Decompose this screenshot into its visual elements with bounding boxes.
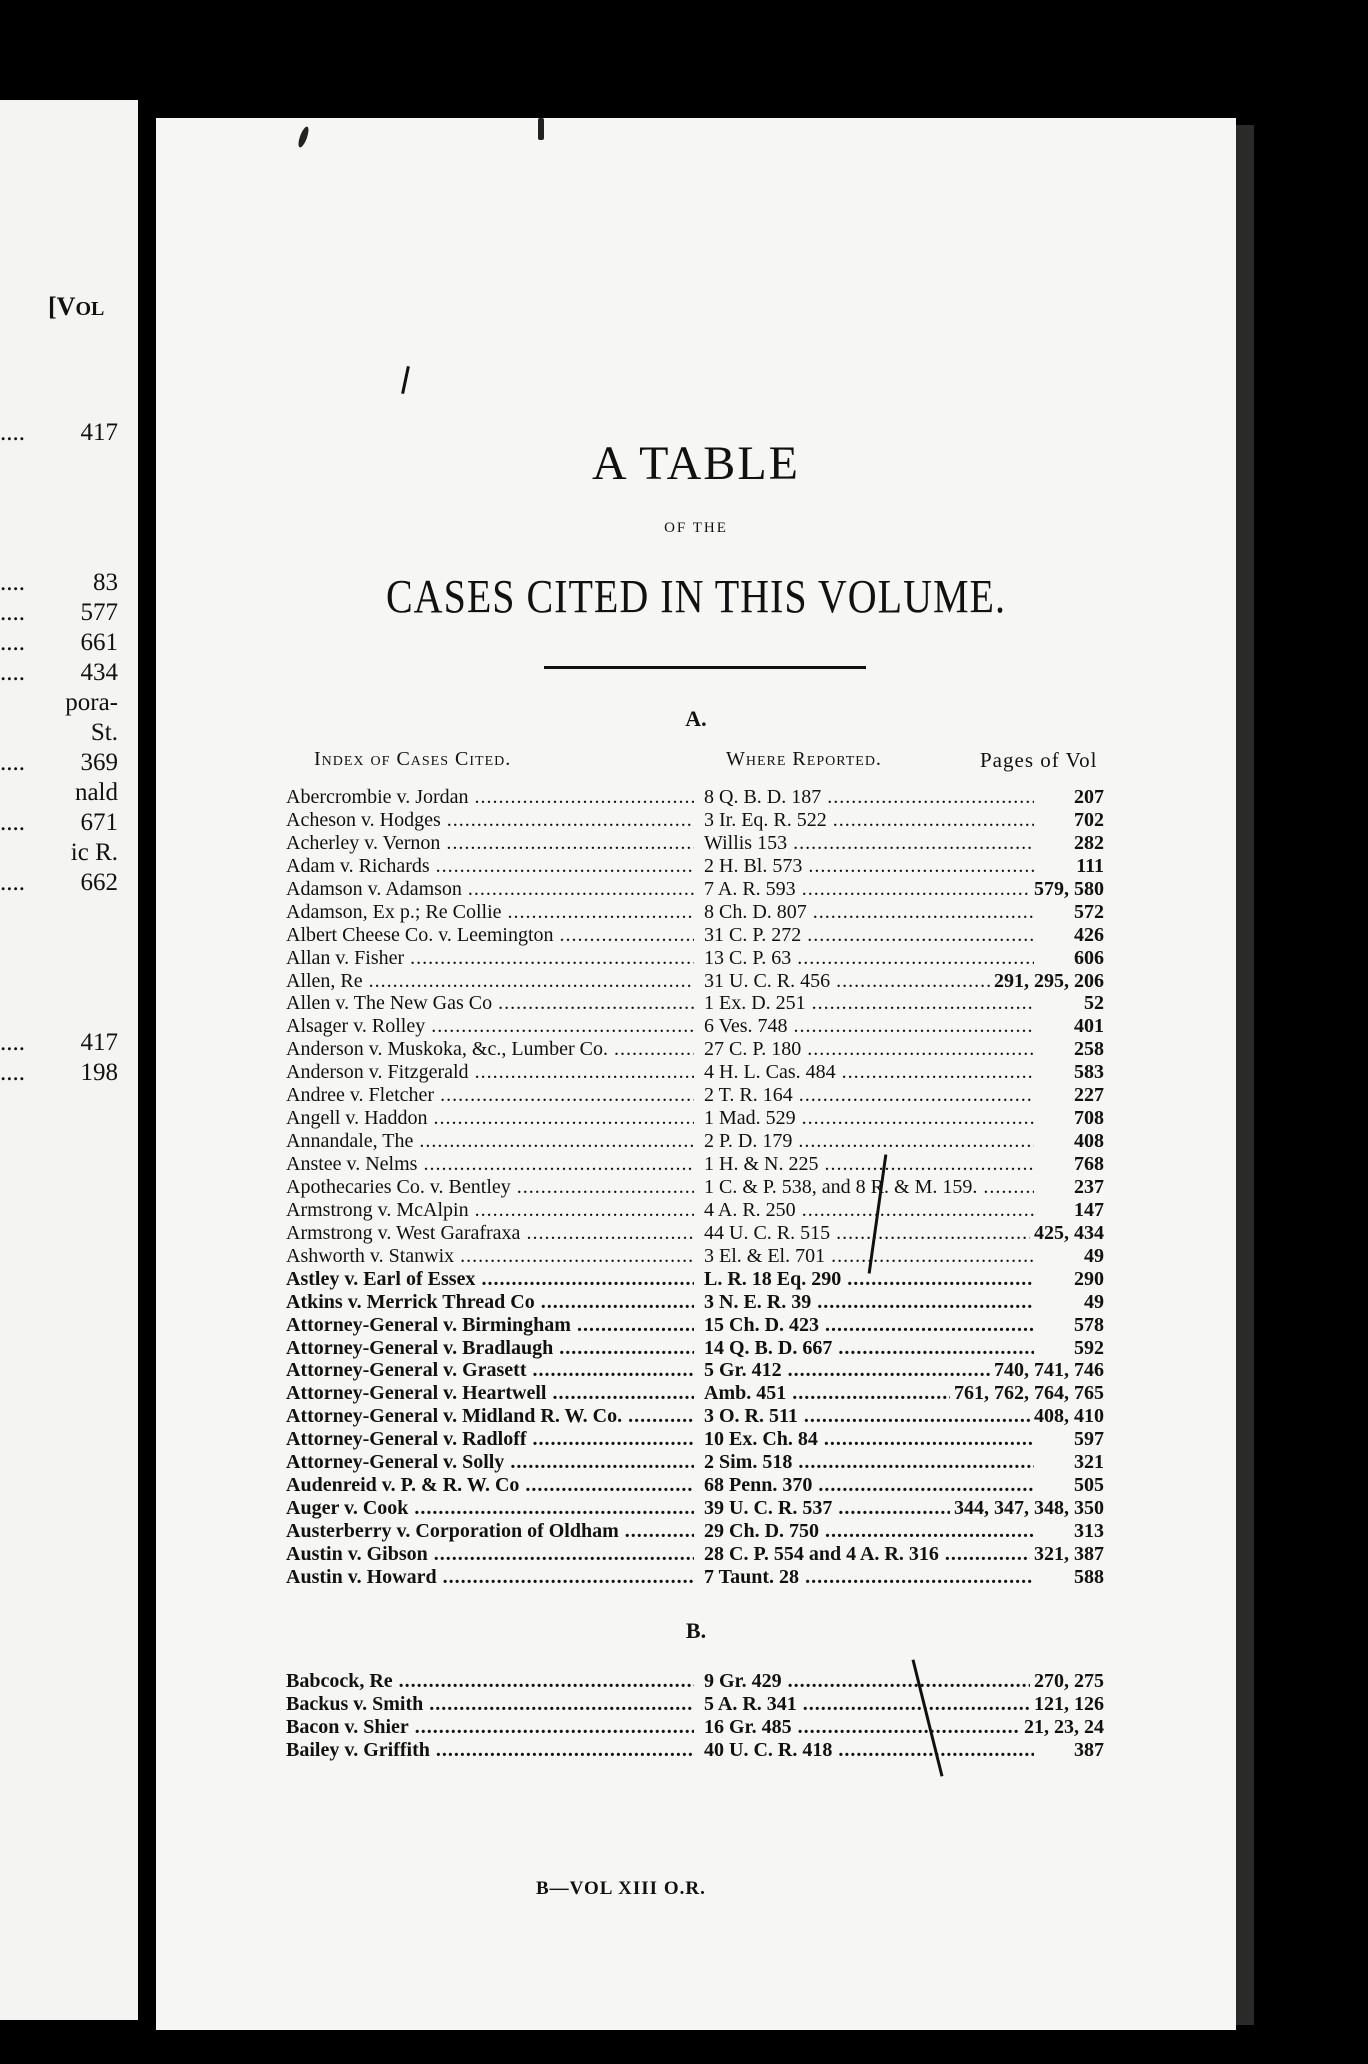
where-reported: 4 H. L. Cas. 484 ..... bbox=[704, 1061, 1034, 1084]
page-numbers: 702 bbox=[1070, 809, 1104, 832]
left-page-line bbox=[0, 748, 118, 778]
table-row bbox=[286, 855, 1104, 878]
left-page-line-text: .... bbox=[0, 749, 25, 776]
page-numbers: 597 bbox=[1070, 1428, 1104, 1451]
left-page-line bbox=[0, 658, 118, 688]
page-edge-shadow bbox=[1236, 125, 1254, 2025]
table-row bbox=[286, 1107, 1104, 1130]
table-row bbox=[286, 1474, 1104, 1497]
left-page-line-number: 671 bbox=[80, 809, 118, 836]
title-rule bbox=[544, 666, 866, 669]
left-page-line bbox=[0, 808, 118, 838]
left-page-line-text: .... bbox=[0, 809, 25, 836]
case-name: Adamson, Ex p.; Re Collie ..... bbox=[286, 901, 694, 924]
left-page-line-text: .... bbox=[0, 599, 25, 626]
case-name: Armstrong v. West Garafraxa ..... bbox=[286, 1222, 694, 1245]
case-name: Adam v. Richards ..... bbox=[286, 855, 694, 878]
where-reported: 2 H. Bl. 573 ..... bbox=[704, 855, 1034, 878]
page bbox=[156, 118, 1236, 2030]
left-page-line-text: .... bbox=[0, 659, 25, 686]
where-reported: 40 U. C. R. 418 ..... bbox=[704, 1739, 1034, 1762]
where-reported: 3 N. E. R. 39 ..... bbox=[704, 1291, 1034, 1314]
page-numbers: 147 bbox=[1070, 1199, 1104, 1222]
pen-mark bbox=[401, 366, 410, 394]
table-row bbox=[286, 970, 1104, 993]
left-page-line bbox=[0, 1058, 118, 1088]
column-header-where bbox=[726, 748, 882, 771]
left-page-line bbox=[0, 868, 118, 898]
case-name: Attorney-General v. Birmingham ..... bbox=[286, 1314, 694, 1337]
page-numbers: 237 bbox=[1070, 1176, 1104, 1199]
page-numbers: 321, 387 bbox=[1030, 1543, 1104, 1566]
table-row bbox=[286, 1291, 1104, 1314]
page-numbers: 290 bbox=[1070, 1268, 1104, 1291]
where-reported: 3 Ir. Eq. R. 522 ..... bbox=[704, 809, 1034, 832]
where-reported: 9 Gr. 429 ..... bbox=[704, 1670, 1034, 1693]
page-numbers: 505 bbox=[1070, 1474, 1104, 1497]
case-name: Attorney-General v. Heartwell ..... bbox=[286, 1382, 694, 1405]
column-header-pages: Pages of Vol bbox=[980, 748, 1098, 772]
where-reported: 3 O. R. 511 ..... bbox=[704, 1405, 1034, 1428]
table-row bbox=[286, 1543, 1104, 1566]
page-numbers: 606 bbox=[1070, 947, 1104, 970]
left-page-line-text: .... bbox=[0, 629, 25, 656]
left-page-line-text: .... bbox=[0, 1029, 25, 1056]
where-reported: 1 Ex. D. 251 ..... bbox=[704, 992, 1034, 1015]
where-reported: 4 A. R. 250 ..... bbox=[704, 1199, 1034, 1222]
page-numbers: 708 bbox=[1070, 1107, 1104, 1130]
page-numbers: 282 bbox=[1070, 832, 1104, 855]
where-reported: 8 Q. B. D. 187 ..... bbox=[704, 786, 1034, 809]
page-numbers: 740, 741, 746 bbox=[990, 1359, 1104, 1382]
page-numbers: 579, 580 bbox=[1030, 878, 1104, 901]
case-name: Attorney-General v. Bradlaugh ..... bbox=[286, 1337, 694, 1360]
page-numbers: 227 bbox=[1070, 1084, 1104, 1107]
table-row bbox=[286, 947, 1104, 970]
where-reported: 8 Ch. D. 807 ..... bbox=[704, 901, 1034, 924]
title-main: A TABLE bbox=[592, 437, 800, 490]
page-numbers: 49 bbox=[1080, 1245, 1104, 1268]
table-row bbox=[286, 1268, 1104, 1291]
page-numbers: 21, 23, 24 bbox=[1020, 1716, 1104, 1739]
left-page-line-number: 83 bbox=[93, 569, 118, 596]
where-reported: 16 Gr. 485 ..... bbox=[704, 1716, 1034, 1739]
table-row bbox=[286, 1359, 1104, 1382]
table-row bbox=[286, 1739, 1104, 1762]
table-row bbox=[286, 878, 1104, 901]
where-reported: 68 Penn. 370 ..... bbox=[704, 1474, 1034, 1497]
where-reported: 31 U. C. R. 456 ..... bbox=[704, 970, 1034, 993]
ink-speck bbox=[538, 118, 544, 140]
case-name: Attorney-General v. Radloff ..... bbox=[286, 1428, 694, 1451]
where-reported: 29 Ch. D. 750 ..... bbox=[704, 1520, 1034, 1543]
table-row bbox=[286, 832, 1104, 855]
where-reported: 13 C. P. 63 ..... bbox=[704, 947, 1034, 970]
left-page-vol-label: [VOL bbox=[48, 292, 105, 321]
case-name: Backus v. Smith ..... bbox=[286, 1693, 694, 1716]
case-name: Allen, Re ..... bbox=[286, 970, 694, 993]
case-name: Audenreid v. P. & R. W. Co ..... bbox=[286, 1474, 694, 1497]
case-name: Austerberry v. Corporation of Oldham ..... bbox=[286, 1520, 694, 1543]
page-numbers: 572 bbox=[1070, 901, 1104, 924]
case-name: Auger v. Cook ..... bbox=[286, 1497, 694, 1520]
where-reported: 44 U. C. R. 515 ..... bbox=[704, 1222, 1034, 1245]
case-name: Anstee v. Nelms ..... bbox=[286, 1153, 694, 1176]
left-page-line-text: nald bbox=[74, 779, 118, 806]
ink-speck bbox=[296, 125, 310, 148]
section-b-entries bbox=[286, 1670, 1104, 1762]
page-numbers: 49 bbox=[1080, 1291, 1104, 1314]
table-row bbox=[286, 1337, 1104, 1360]
page-numbers: 426 bbox=[1070, 924, 1104, 947]
case-name: Bailey v. Griffith ..... bbox=[286, 1739, 694, 1762]
case-name: Attorney-General v. Grasett ..... bbox=[286, 1359, 694, 1382]
where-reported: 2 Sim. 518 ..... bbox=[704, 1451, 1034, 1474]
table-row bbox=[286, 1314, 1104, 1337]
case-name: Astley v. Earl of Essex ..... bbox=[286, 1268, 694, 1291]
table-row bbox=[286, 1497, 1104, 1520]
column-header-where-text: Where Reported. bbox=[726, 748, 882, 770]
left-page-fragment bbox=[0, 100, 138, 2020]
page-numbers: 387 bbox=[1070, 1739, 1104, 1762]
case-name: Armstrong v. McAlpin ..... bbox=[286, 1199, 694, 1222]
page-numbers: 52 bbox=[1080, 992, 1104, 1015]
where-reported: 28 C. P. 554 and 4 A. R. 316 ..... bbox=[704, 1543, 1034, 1566]
table-row bbox=[286, 901, 1104, 924]
case-name: Annandale, The ..... bbox=[286, 1130, 694, 1153]
case-name: Ashworth v. Stanwix ..... bbox=[286, 1245, 694, 1268]
left-page-line-text: .... bbox=[0, 869, 25, 896]
case-name: Austin v. Howard ..... bbox=[286, 1566, 694, 1589]
table-row bbox=[286, 1245, 1104, 1268]
case-name: Atkins v. Merrick Thread Co ..... bbox=[286, 1291, 694, 1314]
case-name: Babcock, Re ..... bbox=[286, 1670, 694, 1693]
case-name: Allan v. Fisher ..... bbox=[286, 947, 694, 970]
where-reported: 7 A. R. 593 ..... bbox=[704, 878, 1034, 901]
left-page-line bbox=[0, 418, 118, 448]
table-row bbox=[286, 1015, 1104, 1038]
left-page-line-number: 577 bbox=[80, 599, 118, 626]
page-numbers: 768 bbox=[1070, 1153, 1104, 1176]
page-numbers: 592 bbox=[1070, 1337, 1104, 1360]
left-page-line bbox=[0, 688, 118, 718]
left-page-line bbox=[0, 778, 118, 808]
left-page-line-number: 434 bbox=[80, 659, 118, 686]
page-numbers: 408, 410 bbox=[1030, 1405, 1104, 1428]
where-reported: 15 Ch. D. 423 ..... bbox=[704, 1314, 1034, 1337]
where-reported: Willis 153 ..... bbox=[704, 832, 1034, 855]
column-header-index-text: Index of Cases Cited. bbox=[314, 748, 512, 770]
where-reported: 27 C. P. 180 ..... bbox=[704, 1038, 1034, 1061]
left-page-line-text: .... bbox=[0, 1059, 25, 1086]
where-reported: Amb. 451 ..... bbox=[704, 1382, 1034, 1405]
where-reported: 10 Ex. Ch. 84 ..... bbox=[704, 1428, 1034, 1451]
where-reported: 1 Mad. 529 ..... bbox=[704, 1107, 1034, 1130]
left-page-line-number: 198 bbox=[80, 1059, 118, 1086]
left-page-line bbox=[0, 718, 118, 748]
where-reported: 1 C. & P. 538, and 8 R. & M. 159. ..... bbox=[704, 1176, 1034, 1199]
page-numbers: 258 bbox=[1070, 1038, 1104, 1061]
case-name: Andree v. Fletcher ..... bbox=[286, 1084, 694, 1107]
left-page-line bbox=[0, 838, 118, 868]
section-letter-a: A. bbox=[685, 706, 707, 731]
title-cases-cited: CASES CITED IN THIS VOLUME. bbox=[386, 569, 1006, 624]
page-numbers: 344, 347, 348, 350 bbox=[950, 1497, 1104, 1520]
title-of-the: OF THE bbox=[664, 520, 728, 536]
where-reported: 39 U. C. R. 537 ..... bbox=[704, 1497, 1034, 1520]
page-numbers: 313 bbox=[1070, 1520, 1104, 1543]
where-reported: 1 H. & N. 225 ..... bbox=[704, 1153, 1034, 1176]
page-numbers: 207 bbox=[1070, 786, 1104, 809]
where-reported: 14 Q. B. D. 667 ..... bbox=[704, 1337, 1034, 1360]
table-row bbox=[286, 1199, 1104, 1222]
page-numbers: 111 bbox=[1072, 855, 1104, 878]
where-reported: 5 Gr. 412 ..... bbox=[704, 1359, 1034, 1382]
table-row bbox=[286, 1405, 1104, 1428]
left-page-line-text: .... bbox=[0, 569, 25, 596]
left-page-line-text: .... bbox=[0, 419, 25, 446]
page-numbers: 321 bbox=[1070, 1451, 1104, 1474]
section-letter-b: B. bbox=[685, 1618, 707, 1643]
where-reported: 5 A. R. 341 ..... bbox=[704, 1693, 1034, 1716]
table-row bbox=[286, 1084, 1104, 1107]
case-name: Acherley v. Vernon ..... bbox=[286, 832, 694, 855]
where-reported: 6 Ves. 748 ..... bbox=[704, 1015, 1034, 1038]
left-page-line-text: St. bbox=[90, 719, 118, 746]
page-numbers: 583 bbox=[1070, 1061, 1104, 1084]
case-name: Acheson v. Hodges ..... bbox=[286, 809, 694, 832]
where-reported: 2 T. R. 164 ..... bbox=[704, 1084, 1034, 1107]
case-name: Bacon v. Shier ..... bbox=[286, 1716, 694, 1739]
page-numbers: 578 bbox=[1070, 1314, 1104, 1337]
left-page-line-number: 417 bbox=[80, 419, 118, 446]
table-row bbox=[286, 1693, 1104, 1716]
case-name: Adamson v. Adamson ..... bbox=[286, 878, 694, 901]
left-page-line bbox=[0, 568, 118, 598]
page-numbers: 761, 762, 764, 765 bbox=[950, 1382, 1104, 1405]
case-name: Attorney-General v. Midland R. W. Co. ..... bbox=[286, 1405, 694, 1428]
table-row bbox=[286, 1428, 1104, 1451]
page-numbers: 401 bbox=[1070, 1015, 1104, 1038]
where-reported: 3 El. & El. 701 ..... bbox=[704, 1245, 1034, 1268]
section-a-entries bbox=[286, 786, 1104, 1589]
case-name: Anderson v. Muskoka, &c., Lumber Co. ..... bbox=[286, 1038, 694, 1061]
page-numbers: 291, 295, 206 bbox=[990, 970, 1104, 993]
left-page-line-text: ic R. bbox=[70, 839, 118, 866]
table-row bbox=[286, 924, 1104, 947]
table-row bbox=[286, 809, 1104, 832]
column-header-index bbox=[314, 748, 511, 771]
table-row bbox=[286, 1130, 1104, 1153]
left-page-line-text: pora- bbox=[65, 689, 118, 716]
case-name: Angell v. Haddon ..... bbox=[286, 1107, 694, 1130]
table-row bbox=[286, 1520, 1104, 1543]
left-page-line-number: 662 bbox=[80, 869, 118, 896]
table-row bbox=[286, 1153, 1104, 1176]
table-row bbox=[286, 786, 1104, 809]
case-name: Alsager v. Rolley ..... bbox=[286, 1015, 694, 1038]
signature-mark: B—VOL XIII O.R. bbox=[536, 1878, 706, 1899]
table-row bbox=[286, 1382, 1104, 1405]
case-name: Anderson v. Fitzgerald ..... bbox=[286, 1061, 694, 1084]
page-numbers: 121, 126 bbox=[1030, 1693, 1104, 1716]
table-row bbox=[286, 1176, 1104, 1199]
page-numbers: 408 bbox=[1070, 1130, 1104, 1153]
table-row bbox=[286, 1670, 1104, 1693]
left-page-line-number: 417 bbox=[80, 1029, 118, 1056]
where-reported: 2 P. D. 179 ..... bbox=[704, 1130, 1034, 1153]
table-row bbox=[286, 1038, 1104, 1061]
case-name: Abercrombie v. Jordan ..... bbox=[286, 786, 694, 809]
left-page-line bbox=[0, 1028, 118, 1058]
table-row bbox=[286, 992, 1104, 1015]
table-row bbox=[286, 1222, 1104, 1245]
case-name: Attorney-General v. Solly ..... bbox=[286, 1451, 694, 1474]
where-reported: 7 Taunt. 28 ..... bbox=[704, 1566, 1034, 1589]
left-page-line-number: 661 bbox=[80, 629, 118, 656]
page-numbers: 588 bbox=[1070, 1566, 1104, 1589]
table-row bbox=[286, 1061, 1104, 1084]
page-numbers: 425, 434 bbox=[1030, 1222, 1104, 1245]
left-page-line-number: 369 bbox=[80, 749, 118, 776]
table-row bbox=[286, 1451, 1104, 1474]
table-row bbox=[286, 1716, 1104, 1739]
where-reported: L. R. 18 Eq. 290 ..... bbox=[704, 1268, 1034, 1291]
case-name: Austin v. Gibson ..... bbox=[286, 1543, 694, 1566]
case-name: Apothecaries Co. v. Bentley ..... bbox=[286, 1176, 694, 1199]
case-name: Albert Cheese Co. v. Leemington ..... bbox=[286, 924, 694, 947]
case-name: Allen v. The New Gas Co ..... bbox=[286, 992, 694, 1015]
left-page-line bbox=[0, 598, 118, 628]
left-page-line bbox=[0, 628, 118, 658]
where-reported: 31 C. P. 272 ..... bbox=[704, 924, 1034, 947]
page-numbers: 270, 275 bbox=[1030, 1670, 1104, 1693]
table-row bbox=[286, 1566, 1104, 1589]
